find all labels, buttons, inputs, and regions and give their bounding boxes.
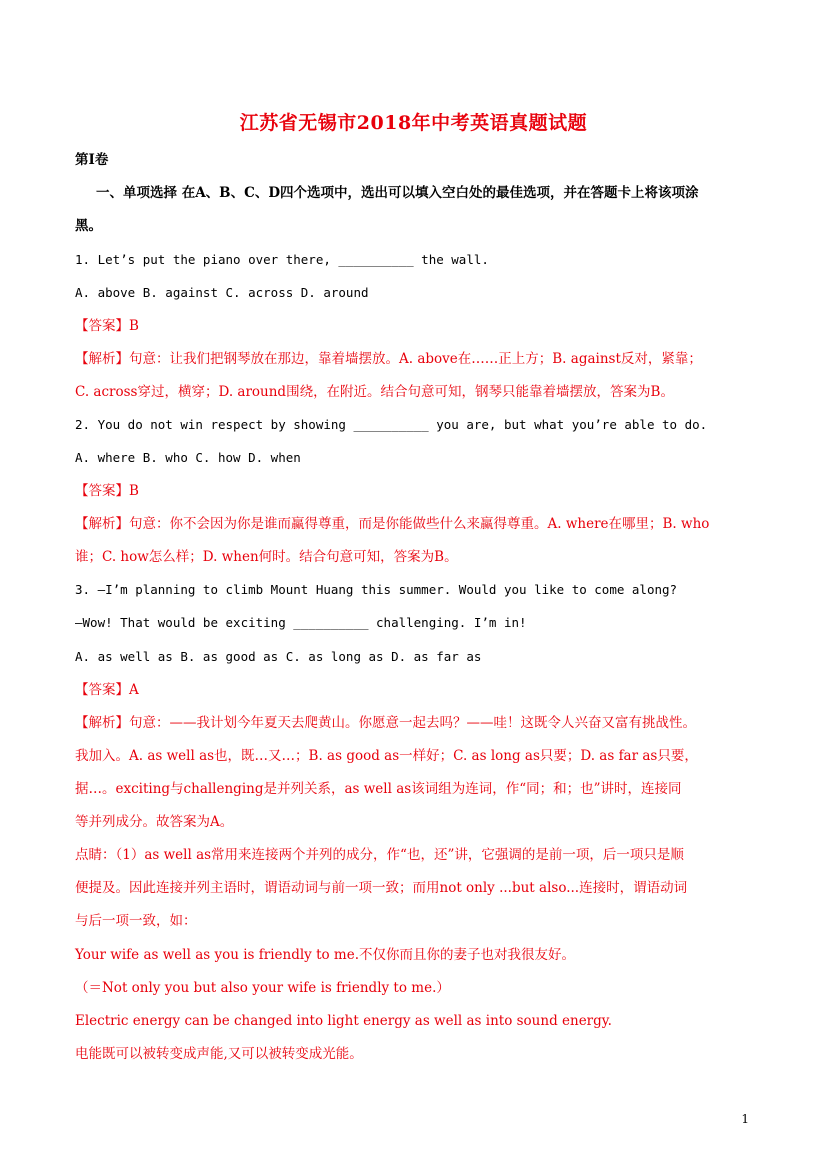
page-number: 1 [741, 1112, 749, 1126]
question-2-analysis-line-1: 【解析】句意：你不会因为你是谁而赢得尊重，而是你能做些什么来赢得尊重。A. where在哪里；B. who [75, 516, 710, 532]
question-3-note-line-3: 与后一项一致，如： [75, 913, 197, 929]
question-3-analysis-line-3: 据…。exciting与challenging是并列关系，as well as该词组为连词，作“同；和；也”讲时，连接同 [75, 781, 682, 797]
question-3-stem-line-1: 3. —I’m planning to climb Mount Huang this summer. Would you like to come along? [75, 582, 678, 597]
question-2-answer: 【答案】B [75, 483, 139, 499]
example-sentence-3: Electric energy can be changed into light energy as well as into sound energy. [75, 1013, 612, 1029]
document-title: 江苏省无锡市2018年中考英语真题试题 [239, 112, 588, 134]
example-sentence-1: Your wife as well as you is friendly to me.不仅你而且你的妻子也对我很友好。 [75, 947, 575, 963]
question-3-options: A. as well as B. as good as C. as long as D. as far as [75, 649, 482, 664]
instruction-line-1: 一、单项选择 在A、B、C、D四个选项中，选出可以填入空白处的最佳选项，并在答题卡上将该项涂 [96, 185, 699, 201]
question-2-options: A. where B. who C. how D. when [75, 450, 301, 465]
example-sentence-2: （＝Not only you but also your wife is friendly to me.） [75, 980, 450, 996]
question-1-stem: 1. Let’s put the piano over there, __________ the wall. [75, 252, 489, 267]
question-3-answer: 【答案】A [75, 682, 139, 698]
question-1-options: A. above B. against C. across D. around [75, 285, 369, 300]
example-sentence-4: 电能既可以被转变成声能,又可以被转变成光能。 [75, 1046, 363, 1062]
question-1-analysis-line-1: 【解析】句意：让我们把钢琴放在那边，靠着墙摆放。A. above在……正上方；B. against反对，紧靠； [75, 351, 702, 367]
instruction-line-2: 黑。 [75, 218, 102, 234]
question-3-note-line-2: 便提及。因此连接并列主语时，谓语动词与前一项一致；而用not only ...but also...连接时，谓语动词 [75, 880, 688, 896]
section-heading: 第Ⅰ卷 [75, 152, 109, 168]
question-3-stem-line-2: —Wow! That would be exciting __________ challenging. I’m in! [75, 615, 527, 630]
question-3-note-line-1: 点睛：（1）as well as常用来连接两个并列的成分，作“也，还”讲，它强调的是前一项，后一项只是顺 [75, 847, 684, 863]
question-3-analysis-line-1: 【解析】句意：——我计划今年夏天去爬黄山。你愿意一起去吗？——哇！这既令人兴奋又富有挑战性。 [75, 715, 696, 731]
question-1-analysis-line-2: C. across穿过，横穿；D. around围绕，在附近。结合句意可知，钢琴只能靠着墙摆放，答案为B。 [75, 384, 674, 400]
question-3-analysis-line-2: 我加入。A. as well as也，既…又…；B. as good as一样好；C. as long as只要；D. as far as只要， [75, 748, 698, 764]
question-1-answer: 【答案】B [75, 318, 139, 334]
question-3-analysis-line-4: 等并列成分。故答案为A。 [75, 814, 234, 830]
question-2-stem: 2. You do not win respect by showing __________ you are, but what you’re able to do. [75, 417, 708, 432]
question-2-analysis-line-2: 谁；C. how怎么样；D. when何时。结合句意可知，答案为B。 [75, 549, 458, 565]
